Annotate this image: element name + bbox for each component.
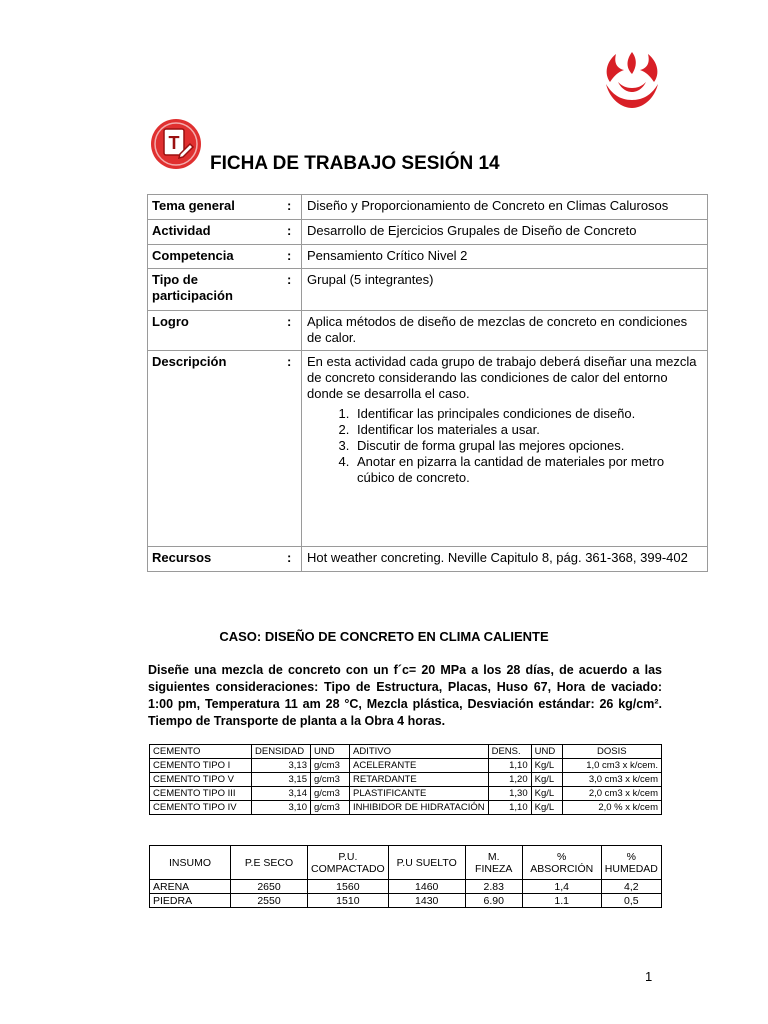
table-cell: CEMENTO TIPO V <box>150 773 252 787</box>
table-cell: CEMENTO TIPO I <box>150 759 252 773</box>
info-value-description <box>302 351 708 547</box>
table-cell: 2.83 <box>465 880 522 894</box>
info-label: Tipo de participación <box>148 269 284 311</box>
info-colon: : <box>283 245 302 269</box>
table-cell: PLASTIFICANTE <box>350 787 489 801</box>
table-row <box>150 759 662 773</box>
info-label: Tema general <box>148 195 284 220</box>
info-row-actividad <box>148 220 708 245</box>
header-cell: CEMENTO <box>150 745 252 759</box>
header-cell: P.E SECO <box>231 846 308 880</box>
steps-list <box>307 406 703 486</box>
page-number: 1 <box>645 969 653 984</box>
info-colon: : <box>283 311 302 351</box>
table-cell: Kg/L <box>531 773 562 787</box>
info-label: Logro <box>148 311 284 351</box>
info-row-competencia <box>148 245 708 269</box>
info-value: Aplica métodos de diseño de mezclas de concreto en condiciones de calor. <box>302 311 708 351</box>
list-item: 1. Identificar las principales condiciones de diseño. <box>353 406 703 422</box>
table-cell: Kg/L <box>531 759 562 773</box>
info-label: Actividad <box>148 220 284 245</box>
header-cell: INSUMO <box>150 846 231 880</box>
table-cell: ACELERANTE <box>350 759 489 773</box>
info-value: Desarrollo de Ejercicios Grupales de Diseño de Concreto <box>302 220 708 245</box>
header-cell: DENS. <box>488 745 531 759</box>
table-cell: INHIBIDOR DE HIDRATACIÓN <box>350 801 489 815</box>
svg-text:T: T <box>168 133 180 153</box>
table-row <box>150 773 662 787</box>
table-cell: 1460 <box>388 880 465 894</box>
table-row <box>150 801 662 815</box>
table-cell: 1430 <box>388 894 465 908</box>
list-item: 4. Anotar en pizarra la cantidad de materiales por metro cúbico de concreto. <box>353 454 703 486</box>
table-cell: ARENA <box>150 880 231 894</box>
info-row-tipo <box>148 269 708 311</box>
header-cell: M. FINEZA <box>465 846 522 880</box>
table-cell: 6.90 <box>465 894 522 908</box>
case-statement: Diseñe una mezcla de concreto con un f´c= 20 MPa a los 28 días, de acuerdo a las siguientes consideraciones: Tipo de Estructura, Placas, Huso 67, Hora de vaciado: 1:00 pm, Temperatura 11 am 28 °C, Mezcla plástica, Desviación estándar: 26 kg/cm². Tiempo de Transporte de planta a la Obra 4 horas. <box>148 663 662 728</box>
table-row <box>150 880 662 894</box>
info-value: Hot weather concreting. Neville Capitulo 8, pág. 361-368, 399-402 <box>302 547 708 572</box>
table-row <box>150 894 662 908</box>
info-row-descripcion <box>148 351 708 547</box>
session-info-table <box>147 194 708 572</box>
info-colon: : <box>283 547 302 572</box>
table-cell: 1560 <box>308 880 389 894</box>
info-row-recursos <box>148 547 708 572</box>
aggregates-table <box>149 845 662 908</box>
table-cell: RETARDANTE <box>350 773 489 787</box>
table-cell: 1,0 cm3 x k/cem. <box>562 759 661 773</box>
info-label: Competencia <box>148 245 284 269</box>
header-cell: DOSIS <box>562 745 661 759</box>
header-cell: % HUMEDAD <box>601 846 661 880</box>
table-cell: 3,13 <box>252 759 311 773</box>
header-cell: P.U. COMPACTADO <box>308 846 389 880</box>
info-label: Recursos <box>148 547 284 572</box>
table-cell: 1,20 <box>488 773 531 787</box>
case-title: CASO: DISEÑO DE CONCRETO EN CLIMA CALIENTE <box>219 629 549 644</box>
cement-additives-table <box>149 744 662 815</box>
table-row <box>150 787 662 801</box>
table-cell: 4,2 <box>601 880 661 894</box>
table-cell: Kg/L <box>531 801 562 815</box>
header-cell: % ABSORCIÓN <box>522 846 601 880</box>
page-title: FICHA DE TRABAJO SESIÓN 14 <box>210 153 500 174</box>
table-cell: 2,0 % x k/cem <box>562 801 661 815</box>
task-sheet-icon <box>150 118 202 170</box>
table-cell: 1.1 <box>522 894 601 908</box>
table-cell: 1,10 <box>488 759 531 773</box>
table-cell: PIEDRA <box>150 894 231 908</box>
info-colon: : <box>283 220 302 245</box>
header-cell: UND <box>311 745 350 759</box>
table-cell: CEMENTO TIPO III <box>150 787 252 801</box>
table-cell: 3,10 <box>252 801 311 815</box>
university-logo <box>602 48 662 110</box>
header-cell: UND <box>531 745 562 759</box>
table-header-row <box>150 745 662 759</box>
info-value: Grupal (5 integrantes) <box>302 269 708 311</box>
info-row-logro <box>148 311 708 351</box>
table-cell: 1510 <box>308 894 389 908</box>
list-item: 3. Discutir de forma grupal las mejores opciones. <box>353 438 703 454</box>
table-cell: 2650 <box>231 880 308 894</box>
info-colon: : <box>283 351 302 547</box>
table-cell: g/cm3 <box>311 787 350 801</box>
table-cell: 3,14 <box>252 787 311 801</box>
info-value: Pensamiento Crítico Nivel 2 <box>302 245 708 269</box>
table-cell: 1,10 <box>488 801 531 815</box>
info-value: Diseño y Proporcionamiento de Concreto en Climas Calurosos <box>302 195 708 220</box>
table-cell: 1,4 <box>522 880 601 894</box>
info-colon: : <box>283 195 302 220</box>
table-cell: CEMENTO TIPO IV <box>150 801 252 815</box>
table-cell: 3,15 <box>252 773 311 787</box>
table-header-row <box>150 846 662 880</box>
info-label: Descripción <box>148 351 284 547</box>
table-cell: 2550 <box>231 894 308 908</box>
header-cell: P.U SUELTO <box>388 846 465 880</box>
table-cell: Kg/L <box>531 787 562 801</box>
list-item: 2. Identificar los materiales a usar. <box>353 422 703 438</box>
table-cell: g/cm3 <box>311 773 350 787</box>
info-row-tema <box>148 195 708 220</box>
table-cell: 3,0 cm3 x k/cem <box>562 773 661 787</box>
table-cell: 2,0 cm3 x k/cem <box>562 787 661 801</box>
table-cell: 1,30 <box>488 787 531 801</box>
description-text: En esta actividad cada grupo de trabajo deberá diseñar una mezcla de concreto considerando las condiciones de calor del entorno donde se desarrolla el caso. <box>307 354 697 401</box>
header-cell: ADITIVO <box>350 745 489 759</box>
info-colon: : <box>283 269 302 311</box>
header-cell: DENSIDAD <box>252 745 311 759</box>
table-cell: g/cm3 <box>311 759 350 773</box>
table-cell: g/cm3 <box>311 801 350 815</box>
table-cell: 0,5 <box>601 894 661 908</box>
